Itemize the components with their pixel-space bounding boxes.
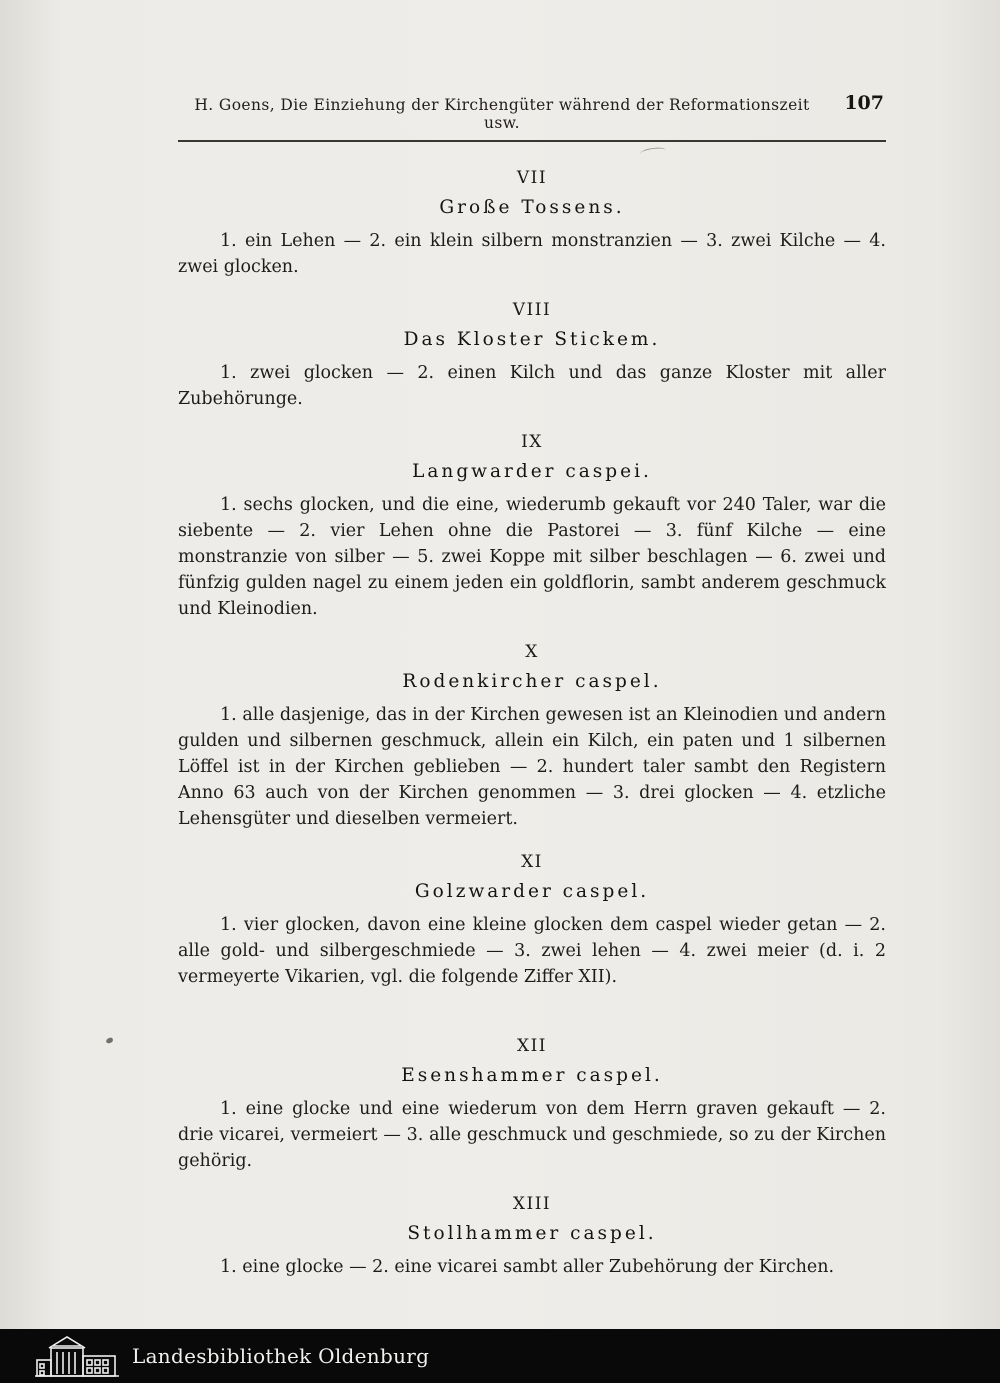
page-text-block <box>178 92 886 1286</box>
section-body: 1. vier glocken, davon eine kleine glocken dem caspel wieder getan — 2. alle gold- und silbergeschmiede — 3. zwei lehen — 4. zwei meier (d. i. 2 vermeyerte Vikarien, vgl. die folgende Ziffer XII). <box>178 915 886 987</box>
section-xi <box>178 852 886 990</box>
library-name: Landesbibliothek Oldenburg <box>132 1344 430 1368</box>
section-body: 1. ein Lehen — 2. ein klein silbern monstranzien — 3. zwei Kilche — 4. zwei glocken. <box>178 231 886 277</box>
section-body: 1. eine glocke und eine wiederum von dem Herrn graven gekauft — 2. drie vicarei, vermeiert — 3. alle geschmuck und geschmiede, so zu der Kirchen gehörig. <box>178 1099 886 1171</box>
section-viii <box>178 300 886 412</box>
section-numeral: XII <box>516 1036 548 1056</box>
section-ix <box>178 432 886 622</box>
section-heading: Das Kloster Stickem. <box>403 329 661 350</box>
section-heading: Esenshammer caspel. <box>401 1065 663 1086</box>
section-numeral: X <box>525 642 539 662</box>
section-heading: Golzwarder caspel. <box>414 881 650 902</box>
section-body: 1. sechs glocken, und die eine, wiederumb gekauft vor 240 Taler, war die siebente — 2. vier Lehen ohne die Pastorei — 3. fünf Kilche — eine monstranzie von silber — 5. zwei Koppe mit silber beschlagen — 6. zwei und fünfzig gulden nagel zu einem jeden ein goldflorin, sambt anderem geschmuck und Kleinodien. <box>178 495 886 619</box>
section-body: 1. eine glocke — 2. eine vicarei sambt aller Zubehörung der Kirchen. <box>220 1257 835 1277</box>
section-heading: Stollhammer caspel. <box>407 1223 657 1244</box>
section-heading: Langwarder caspei. <box>412 461 652 482</box>
library-building-icon <box>34 1333 120 1379</box>
scan-artifact-speck <box>105 1037 113 1044</box>
section-heading: Große Tossens. <box>439 197 625 218</box>
running-head <box>178 92 886 142</box>
section-x <box>178 642 886 832</box>
section-heading: Rodenkircher caspel. <box>402 671 662 692</box>
section-numeral: XI <box>521 852 543 872</box>
running-head-title: H. Goens, Die Einziehung der Kirchengüter während der Reformationszeit usw. <box>194 96 810 132</box>
section-xii <box>178 1036 886 1174</box>
section-numeral: XIII <box>512 1194 552 1214</box>
section-body: 1. zwei glocken — 2. einen Kilch und das ganze Kloster mit aller Zubehörunge. <box>178 363 886 409</box>
page-number: 107 <box>844 92 884 114</box>
section-numeral: VIII <box>512 300 552 320</box>
section-numeral: IX <box>521 432 543 452</box>
library-footer-bar <box>0 1329 1000 1383</box>
section-body: 1. alle dasjenige, das in der Kirchen gewesen ist an Kleinodien und andern gulden und silbernen geschmuck, allein ein Kilch, ein paten und 1 silbernen Löffel ist in der Kirchen geblieben — 2. hundert taler sambt den Registern Anno 63 auch von der Kirchen genommen — 3. drei glocken — 4. etzliche Lehensgüter und dieselben vermeiert. <box>178 705 886 829</box>
section-xiii <box>178 1194 886 1280</box>
section-vii <box>178 168 886 280</box>
section-numeral: VII <box>516 168 548 188</box>
